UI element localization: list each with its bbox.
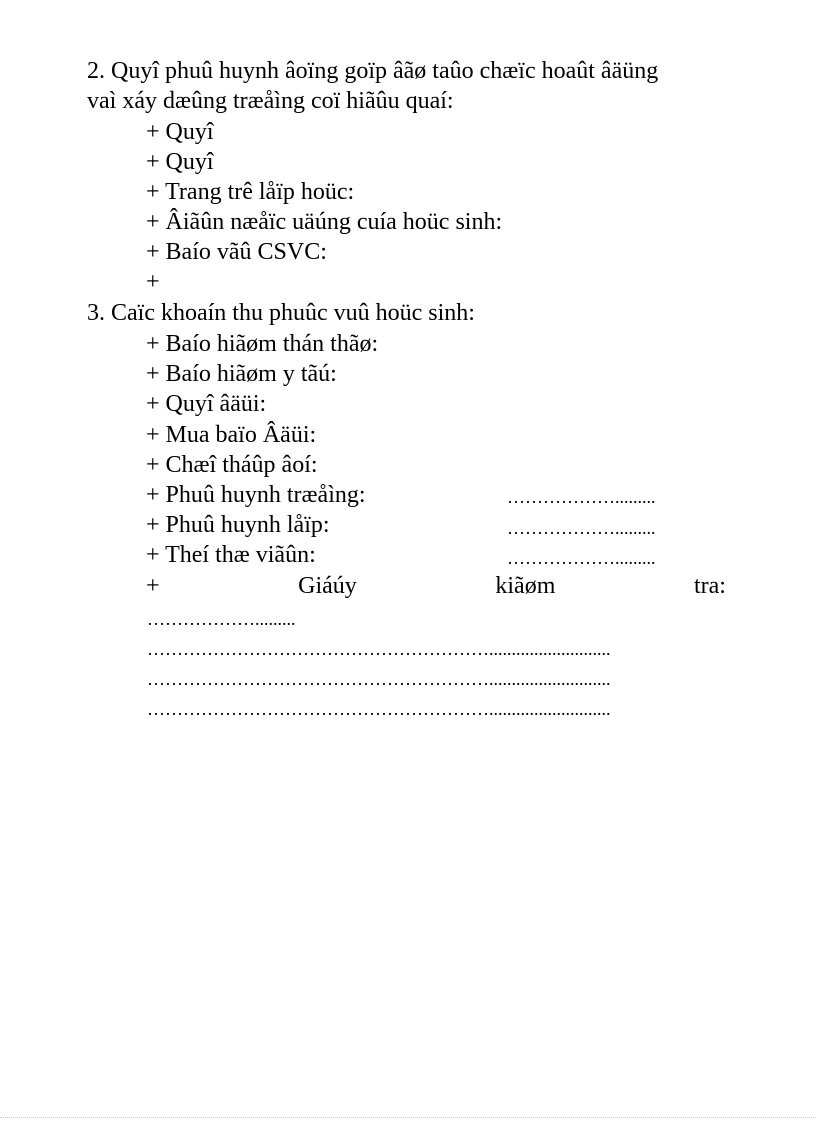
fill-in-dots-line: …………………………………………………........................... [147, 669, 611, 689]
section-2-item: + Quyî [146, 119, 214, 145]
section-2-item: + Âiãûn næåïc uäúng cuía hoüc sinh: [146, 209, 503, 235]
section-3-item: + Baío hiãøm y tãú: [146, 361, 337, 387]
section-3-item: + Quyî âäüi: [146, 391, 267, 417]
section-2-heading-line-2: vaì xáy dæûng træåìng coï hiãûu quaí: [87, 88, 454, 114]
fill-in-dots: ………………......... [507, 548, 656, 568]
fill-in-dots-line: …………………………………………………........................... [147, 699, 611, 719]
section-2-heading-line-1: 2. Quyî phuû huynh âoïng goïp âãø taûo chæïc hoaût âäüng [87, 58, 659, 84]
section-3-item-giay-kiem-tra [146, 571, 726, 601]
section-3-item: + Theí thæ viãûn: [146, 542, 316, 568]
fill-in-dots-line: …………………………………………………........................... [147, 639, 611, 659]
page-bottom-divider [0, 1117, 816, 1118]
section-3-item: + Chæî tháûp âoí: [146, 452, 318, 478]
fill-in-dots: ………………......... [147, 609, 296, 629]
section-3-heading: 3. Caïc khoaín thu phuûc vuû hoüc sinh: [87, 300, 475, 326]
justified-word: kiãøm [495, 573, 556, 599]
fill-in-dots: ………………......... [507, 487, 656, 507]
section-3-item: + Phuû huynh træåìng: [146, 482, 366, 508]
section-2-item: + Trang trê låïp hoüc: [146, 179, 355, 205]
justified-word: Giáúy [298, 573, 357, 599]
justified-word: tra: [693, 573, 726, 599]
section-3-item: + Phuû huynh låïp: [146, 512, 330, 538]
section-2-item: + Quyî [146, 149, 214, 175]
justified-word: + [146, 573, 160, 599]
section-3-item: + Mua baïo Âäüi: [146, 422, 317, 448]
section-3-item: + Baío hiãøm thán thãø: [146, 331, 379, 357]
section-2-item: + Baío vãû CSVC: [146, 239, 327, 265]
fill-in-dots: ………………......... [507, 518, 656, 538]
section-2-item: + [146, 269, 160, 295]
